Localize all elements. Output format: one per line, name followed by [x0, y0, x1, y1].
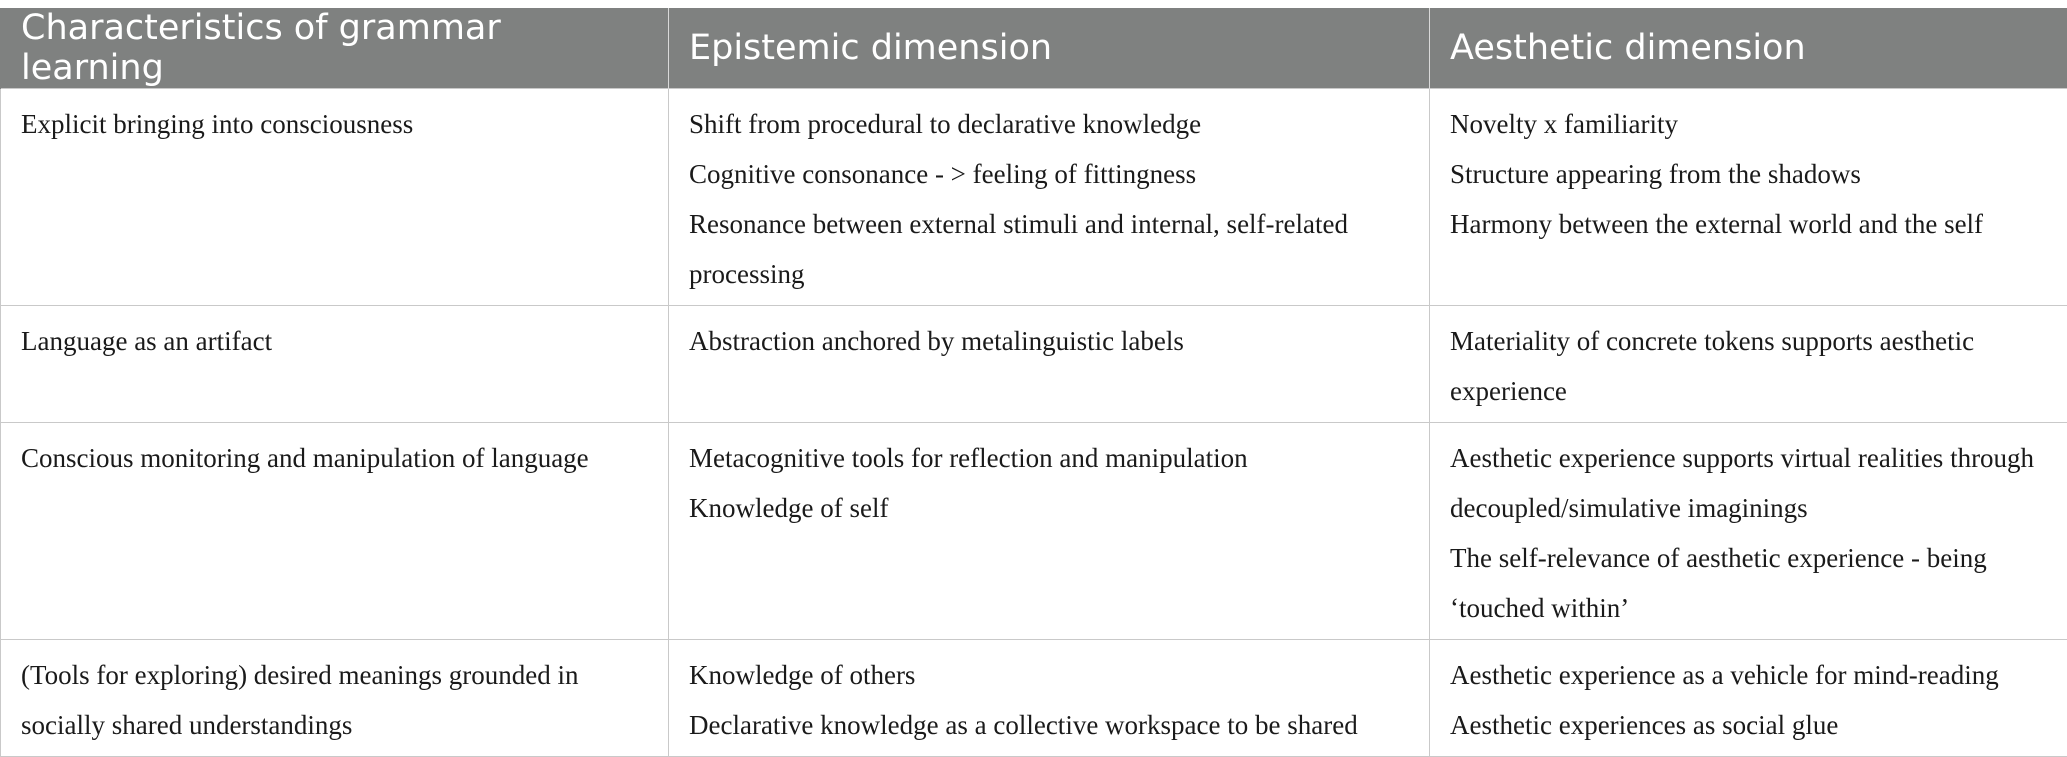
aesthetic-cell	[1430, 640, 2067, 757]
column-header-characteristics: Characteristics of grammar learning	[1, 8, 669, 89]
cell-text: Harmony between the external world and the self	[1450, 199, 2047, 249]
aesthetic-cell	[1430, 89, 2067, 306]
cell-text: Cognitive consonance - > feeling of fittingness	[689, 149, 1409, 199]
characteristic-cell	[1, 423, 669, 640]
cell-text: Knowledge of self	[689, 483, 1409, 533]
characteristic-cell	[1, 306, 669, 423]
cell-text: Aesthetic experience as a vehicle for mind-reading	[1450, 650, 2047, 700]
epistemic-cell	[669, 640, 1430, 757]
cell-text: Metacognitive tools for reflection and manipulation	[689, 433, 1409, 483]
cell-text: Shift from procedural to declarative knowledge	[689, 99, 1409, 149]
header-row	[1, 8, 2067, 89]
table-row	[1, 423, 2067, 640]
epistemic-cell	[669, 89, 1430, 306]
cell-text: Language as an artifact	[21, 316, 648, 366]
epistemic-cell	[669, 306, 1430, 423]
aesthetic-cell	[1430, 423, 2067, 640]
cell-text: Resonance between external stimuli and internal, self-related processing	[689, 199, 1409, 299]
cell-text: Conscious monitoring and manipulation of language	[21, 433, 648, 483]
column-header-epistemic: Epistemic dimension	[669, 8, 1430, 89]
cell-text: Structure appearing from the shadows	[1450, 149, 2047, 199]
characteristic-cell	[1, 89, 669, 306]
characteristic-cell	[1, 640, 669, 757]
cell-text: Abstraction anchored by metalinguistic labels	[689, 316, 1409, 366]
cell-text: Explicit bringing into consciousness	[21, 99, 648, 149]
grammar-learning-table	[0, 8, 2067, 757]
table-container	[0, 8, 2067, 757]
cell-text: Aesthetic experiences as social glue	[1450, 700, 2047, 750]
cell-text: Knowledge of others	[689, 650, 1409, 700]
aesthetic-cell	[1430, 306, 2067, 423]
cell-text: Aesthetic experience supports virtual realities through decoupled/simulative imaginings	[1450, 433, 2047, 533]
cell-text: (Tools for exploring) desired meanings grounded in socially shared understandings	[21, 650, 648, 750]
cell-text: Declarative knowledge as a collective workspace to be shared	[689, 700, 1409, 750]
cell-text: Novelty x familiarity	[1450, 99, 2047, 149]
cell-text: Materiality of concrete tokens supports aesthetic experience	[1450, 316, 2047, 416]
epistemic-cell	[669, 423, 1430, 640]
cell-text: The self-relevance of aesthetic experience - being ‘touched within’	[1450, 533, 2047, 633]
table-row	[1, 89, 2067, 306]
table-row	[1, 640, 2067, 757]
column-header-aesthetic: Aesthetic dimension	[1430, 8, 2067, 89]
table-row	[1, 306, 2067, 423]
